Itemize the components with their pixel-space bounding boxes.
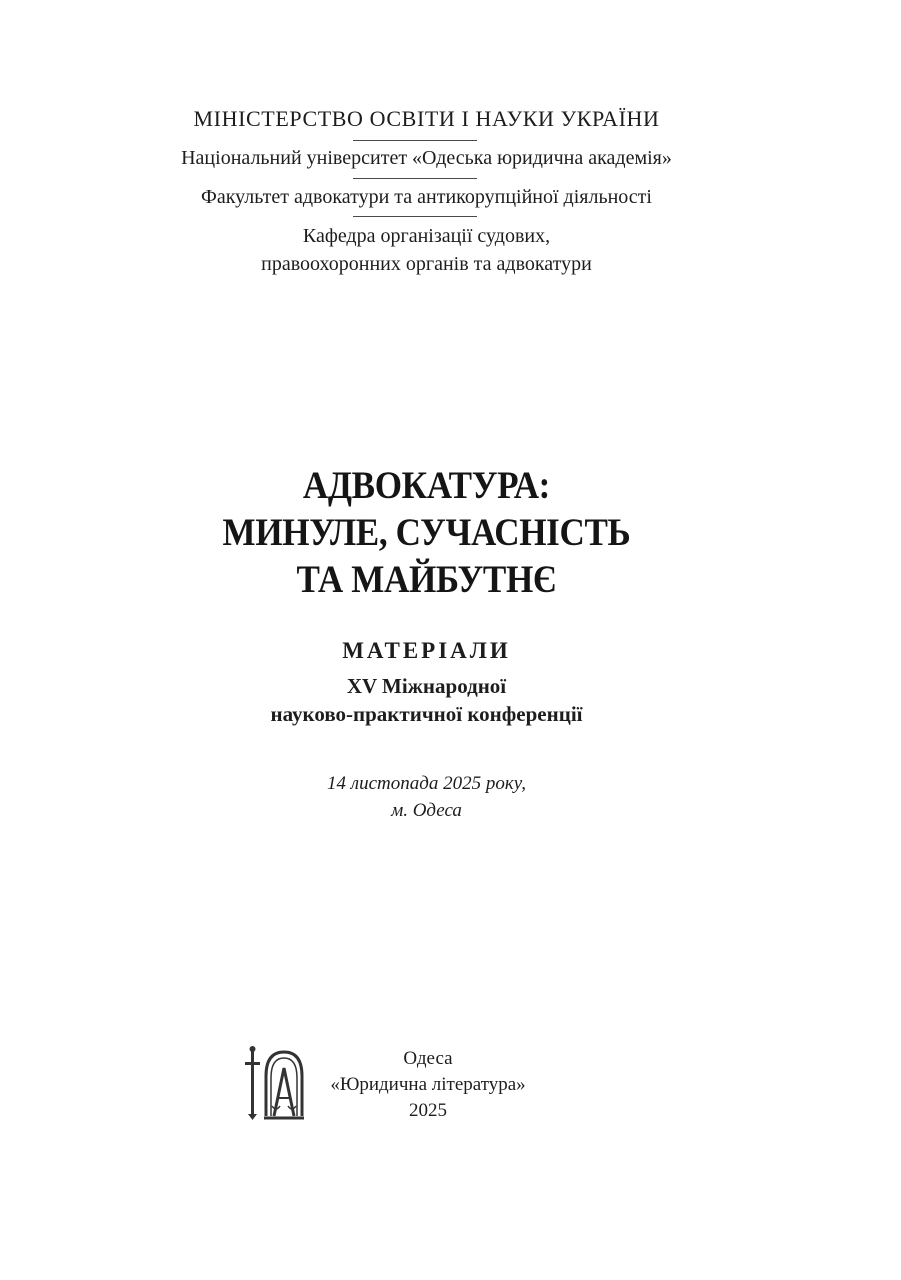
book-title-line-2: МИНУЛЕ, СУЧАСНІСТЬ (222, 511, 631, 554)
publisher-city: Одеса (403, 1048, 453, 1069)
department-line-2: правоохоронних органів та адвокатури (261, 253, 592, 275)
book-title-line-1: АДВОКАТУРА: (302, 464, 551, 507)
divider-2 (353, 178, 477, 179)
materials-label: МАТЕРІАЛИ (342, 638, 511, 663)
event-place: м. Одеса (391, 800, 462, 821)
event-date-place (0, 770, 853, 824)
divider-1 (353, 140, 477, 141)
book-title-line-3: ТА МАЙБУТНЄ (296, 558, 557, 601)
department-name (0, 222, 853, 278)
publication-year: 2025 (409, 1100, 447, 1121)
conference-line-2: науково-практичної конференції (270, 702, 583, 726)
ministry-name: МІНІСТЕРСТВО ОСВІТИ І НАУКИ УКРАЇНИ (193, 106, 660, 131)
publisher-logo-icon (242, 1046, 304, 1122)
conference-line-1: XV Міжнародної (346, 674, 507, 698)
publisher-name: «Юридична література» (330, 1074, 526, 1095)
publisher-info (300, 1046, 556, 1124)
department-line-1: Кафедра організації судових, (302, 225, 551, 247)
conference-name (0, 672, 853, 728)
faculty-name: Факультет адвокатури та антикорупційної діяльності (201, 186, 652, 208)
divider-3 (353, 216, 477, 217)
book-title (43, 462, 811, 603)
event-date: 14 листопада 2025 року, (327, 773, 526, 794)
university-name: Національний університет «Одеська юридична академія» (181, 147, 672, 169)
